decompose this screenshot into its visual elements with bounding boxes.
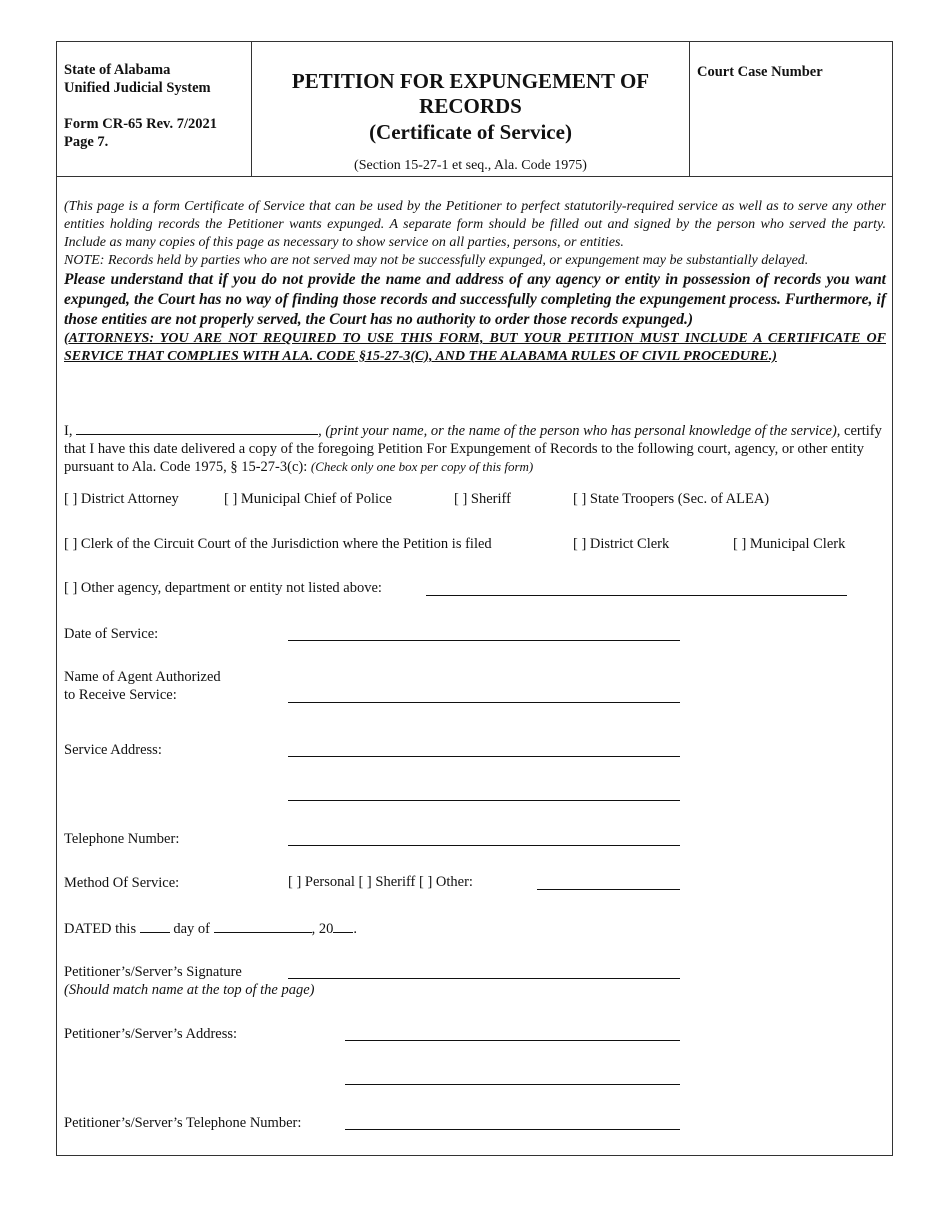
petitioner-phone-field[interactable] bbox=[345, 1129, 680, 1130]
checkbox-state-troopers[interactable]: [ ] State Troopers (Sec. of ALEA) bbox=[573, 491, 770, 507]
form-page bbox=[56, 41, 893, 1156]
other-agency-field[interactable] bbox=[426, 595, 847, 596]
form-title-line2: RECORDS bbox=[419, 94, 522, 118]
petitioner-address-label: Petitioner’s/Server’s Address: bbox=[64, 1026, 238, 1042]
method-other-field[interactable] bbox=[537, 889, 680, 890]
service-address-label: Service Address: bbox=[64, 742, 162, 758]
state-label: State of Alabama bbox=[64, 62, 171, 78]
attorneys-notice: (ATTORNEYS: YOU ARE NOT REQUIRED TO USE THIS FORM, BUT YOUR PETITION MUST INCLUDE A CERTIFICATE OF SERVICE THAT COMPLIES WITH ALA. CODE §15-27-3(C), AND THE ALABAMA RULES OF CIVIL PROCEDURE.) bbox=[64, 331, 886, 364]
instructions bbox=[64, 198, 886, 366]
signature-label: Petitioner’s/Server’s Signature bbox=[64, 964, 242, 980]
month-field[interactable] bbox=[214, 918, 312, 933]
method-of-service-label: Method Of Service: bbox=[64, 875, 180, 891]
certifier-name-field[interactable] bbox=[76, 420, 318, 435]
form-subtitle: (Certificate of Service) bbox=[369, 120, 572, 144]
header-left-cell bbox=[57, 42, 252, 176]
cert-name-hint: , (print your name, or the name of the person who has personal knowledge of the service), bbox=[318, 423, 841, 439]
agent-name-field[interactable] bbox=[288, 702, 680, 703]
date-of-service-field[interactable] bbox=[288, 640, 680, 641]
instructions-note: NOTE: Records held by parties who are not served may not be successfully expunged, or expungement may be substantially delayed. bbox=[64, 253, 809, 268]
day-field[interactable] bbox=[140, 918, 170, 933]
system-label: Unified Judicial System bbox=[64, 80, 211, 96]
agent-label-line2: to Receive Service: bbox=[64, 687, 177, 703]
court-case-number-label: Court Case Number bbox=[697, 64, 823, 80]
checkbox-circuit-clerk[interactable]: [ ] Clerk of the Circuit Court of the Jurisdiction where the Petition is filed bbox=[64, 536, 492, 552]
method-of-service-options[interactable]: [ ] Personal [ ] Sheriff [ ] Other: bbox=[288, 874, 473, 890]
checkbox-municipal-clerk[interactable]: [ ] Municipal Clerk bbox=[733, 536, 846, 552]
dated-this-label: DATED this bbox=[64, 921, 137, 937]
telephone-label: Telephone Number: bbox=[64, 831, 180, 847]
instructions-emphasis: Please understand that if you do not provide the name and address of any agency or entity in possession of records you want expunged, the Court has no way of finding those records and successfully completing the expungement process. Furthermore, if those entities are not properly served, the Court has no authority to order those records expunged.) bbox=[64, 271, 886, 328]
telephone-field[interactable] bbox=[288, 845, 680, 846]
checkbox-other-agency[interactable]: [ ] Other agency, department or entity not listed above: bbox=[64, 580, 382, 596]
date-of-service-label: Date of Service: bbox=[64, 626, 159, 642]
instructions-paragraph: (This page is a form Certificate of Service that can be used by the Petitioner to perfect statutorily-required service as well as to serve any other entities holding records the Petitioner wants expunged. A separate form should be filled out and signed by the person who served the party. Include as many copies of this page as necessary to show service on all parties, persons, or entities. bbox=[64, 199, 886, 250]
checkbox-district-clerk[interactable]: [ ] District Clerk bbox=[573, 536, 670, 552]
header-title-cell bbox=[252, 42, 690, 176]
service-address-field-line1[interactable] bbox=[288, 756, 680, 757]
year-field[interactable] bbox=[333, 918, 353, 933]
certification-statement bbox=[64, 420, 886, 476]
day-of-label: day of bbox=[173, 921, 210, 937]
form-title-line1: PETITION FOR EXPUNGEMENT OF bbox=[291, 69, 650, 93]
form-header bbox=[57, 42, 892, 177]
form-number: Form CR-65 Rev. 7/2021 bbox=[64, 116, 218, 132]
petitioner-phone-label: Petitioner’s/Server’s Telephone Number: bbox=[64, 1115, 302, 1131]
signature-hint: (Should match name at the top of the page) bbox=[64, 982, 315, 998]
statute-reference: (Section 15-27-1 et seq., Ala. Code 1975) bbox=[354, 158, 587, 173]
checkbox-district-attorney[interactable]: [ ] District Attorney bbox=[64, 491, 179, 507]
cert-check-hint: (Check only one box per copy of this form) bbox=[310, 459, 534, 474]
service-address-field-line2[interactable] bbox=[288, 800, 680, 801]
year-prefix: , 20 bbox=[311, 921, 334, 937]
cert-body: certify that I have this date delivered a copy of the foregoing Petition For Expungement of Records to the following court, agency, or other entity pursuant to Ala. Code 1975, § 15-27-3(c): bbox=[64, 423, 882, 475]
agent-label-line1: Name of Agent Authorized bbox=[64, 669, 221, 685]
signature-field[interactable] bbox=[288, 978, 680, 979]
petitioner-address-field-line1[interactable] bbox=[345, 1040, 680, 1041]
petitioner-address-field-line2[interactable] bbox=[345, 1084, 680, 1085]
cert-prefix: I, bbox=[64, 423, 73, 439]
page-number: Page 7. bbox=[64, 134, 109, 150]
checkbox-sheriff[interactable]: [ ] Sheriff bbox=[454, 491, 511, 507]
dated-line: DATED this day of , 20 . bbox=[64, 918, 357, 938]
checkbox-municipal-chief-of-police[interactable]: [ ] Municipal Chief of Police bbox=[224, 491, 392, 507]
